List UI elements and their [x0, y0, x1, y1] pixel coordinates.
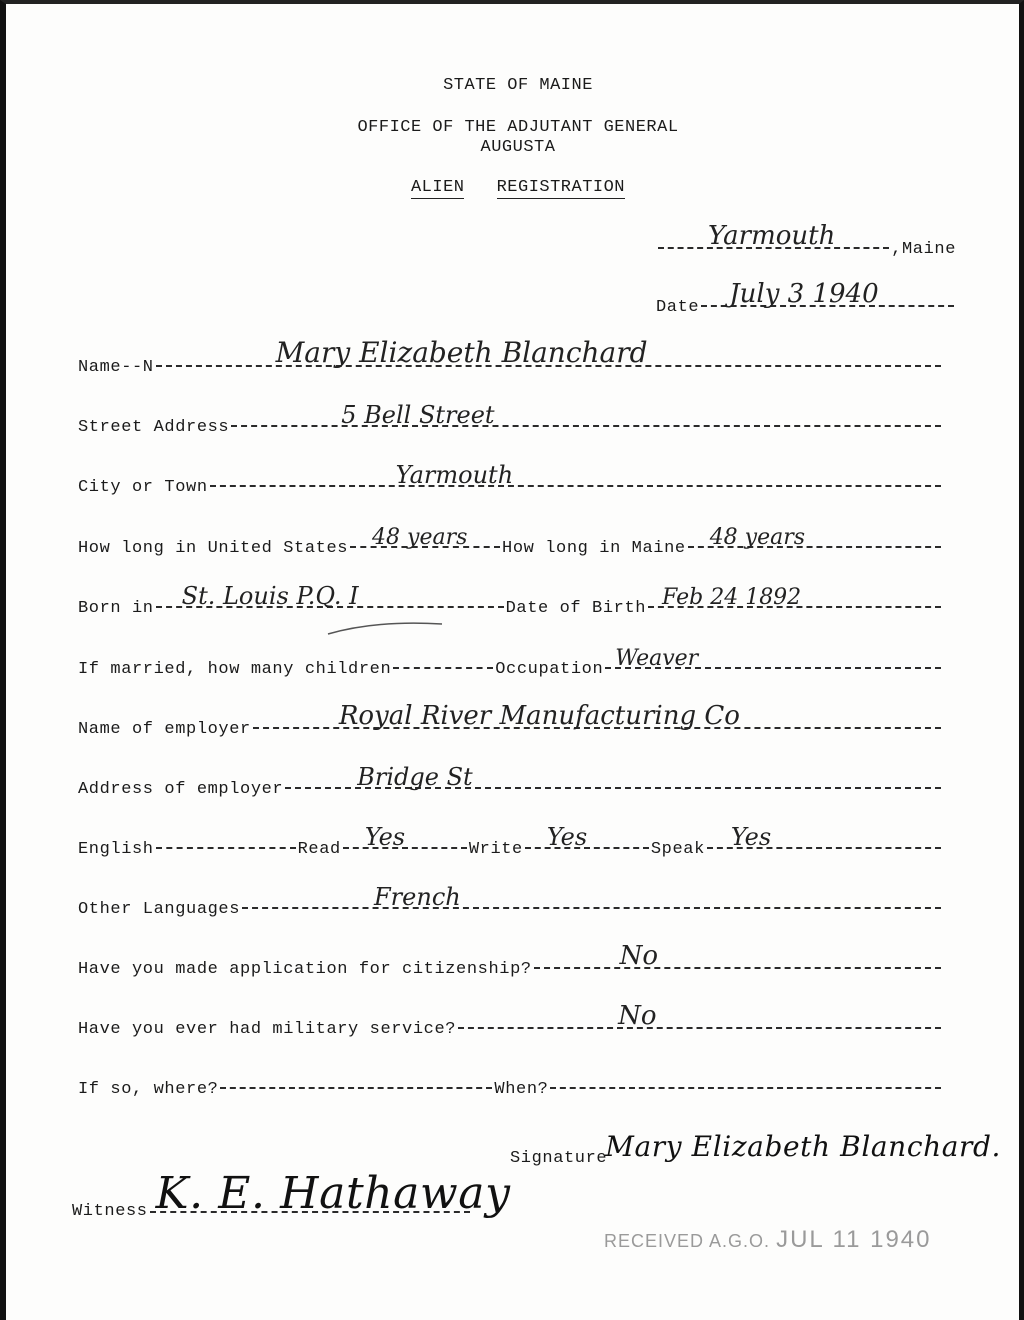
state-heading: STATE OF MAINE: [443, 76, 593, 95]
military-dash: [458, 1001, 941, 1031]
place-line: [656, 221, 956, 259]
speak-dash: [707, 823, 941, 851]
read-value: Yes: [364, 823, 406, 851]
received-stamp: [604, 1226, 932, 1254]
date-label: Date: [656, 298, 700, 317]
date-line: [656, 279, 956, 317]
read-label: Read: [297, 840, 341, 859]
employer-line: [78, 701, 943, 739]
city-heading: AUGUSTA: [480, 138, 556, 157]
date-dash: [701, 279, 954, 309]
born-in-dash: [156, 582, 504, 610]
where-label: If so, where?: [78, 1080, 219, 1099]
employer-address-label: Address of employer: [78, 780, 284, 799]
write-value: Yes: [546, 823, 588, 851]
pen-swoosh: [326, 618, 446, 638]
citizenship-value: No: [619, 941, 659, 971]
other-languages-dash: [242, 883, 941, 911]
read-dash: [343, 823, 467, 851]
dob-label: Date of Birth: [505, 599, 647, 618]
how-long-maine-value: 48 years: [709, 525, 806, 550]
write-dash: [525, 823, 649, 851]
witness-line: [72, 1168, 511, 1221]
street-dash: [231, 401, 941, 429]
birth-line: [78, 582, 943, 618]
english-label: English: [78, 840, 154, 859]
when-label: When?: [494, 1080, 549, 1099]
how-long-us-dash: [350, 525, 500, 550]
how-long-us-label: How long in United States: [78, 539, 349, 558]
name-dash: [156, 336, 941, 369]
witness-dash: [150, 1168, 511, 1219]
how-long-maine-dash: [688, 525, 941, 550]
name-line: [78, 336, 943, 377]
signature-line: [510, 1130, 1002, 1169]
signature-label: Signature: [510, 1149, 608, 1168]
english-dash: [156, 847, 296, 849]
when-dash: [550, 1087, 941, 1089]
speak-value: Yes: [730, 823, 772, 851]
citizenship-line: [78, 941, 943, 979]
citizenship-label: Have you made application for citizenship?: [78, 960, 532, 979]
street-label: Street Address: [78, 418, 230, 437]
signature-value: Mary Elizabeth Blanchard.: [605, 1130, 1002, 1163]
stamp-date: JUL 11 1940: [776, 1226, 932, 1253]
city-dash: [210, 461, 941, 489]
how-long-us-value: 48 years: [372, 525, 468, 550]
speak-label: Speak: [650, 840, 705, 859]
other-languages-line: [78, 883, 943, 919]
occupation-value: Weaver: [615, 646, 699, 671]
form-title-word-1: ALIEN: [410, 178, 465, 197]
other-languages-value: French: [374, 883, 461, 911]
write-label: Write: [468, 840, 523, 859]
english-line: [78, 823, 943, 859]
stamp-prefix: RECEIVED A.G.O.: [604, 1231, 771, 1251]
street-line: [78, 401, 943, 437]
witness-value: K. E. Hathaway: [155, 1168, 511, 1219]
how-long-line: [78, 525, 943, 558]
city-line: [78, 461, 943, 497]
employer-address-value: Bridge St: [357, 763, 473, 791]
date-value: July 3 1940: [729, 279, 879, 309]
where-when-line: [78, 1080, 943, 1099]
employer-address-line: [78, 763, 943, 799]
name-label: Name--N: [78, 358, 154, 377]
employer-dash: [253, 701, 941, 731]
name-value: Mary Elizabeth Blanchard: [275, 336, 648, 369]
children-dash: [393, 667, 493, 669]
city-value: Yarmouth: [395, 461, 514, 489]
military-value: No: [618, 1001, 657, 1031]
form-title-word-2: REGISTRATION: [496, 178, 626, 197]
city-label: City or Town: [78, 478, 208, 497]
where-dash: [220, 1087, 492, 1089]
employer-value: Royal River Manufacturing Co: [338, 701, 740, 731]
witness-label: Witness: [72, 1202, 148, 1221]
street-value: 5 Bell Street: [341, 401, 495, 429]
occupation-label: Occupation: [495, 660, 604, 679]
other-languages-label: Other Languages: [78, 900, 241, 919]
military-label: Have you ever had military service?: [78, 1020, 457, 1039]
place-suffix: ,Maine: [891, 240, 956, 259]
form-title: [6, 178, 1024, 197]
children-label: If married, how many children: [78, 660, 392, 679]
employer-address-dash: [285, 763, 941, 791]
how-long-maine-label: How long in Maine: [502, 539, 686, 558]
dob-dash: [648, 585, 941, 610]
born-in-value: St. Louis P.Q. I: [181, 582, 359, 610]
citizenship-dash: [534, 941, 941, 971]
employer-label: Name of employer: [78, 720, 251, 739]
born-in-label: Born in: [78, 599, 154, 618]
place-dash: [658, 221, 889, 251]
place-value: Yarmouth: [708, 221, 836, 251]
children-line: [78, 646, 943, 679]
occupation-dash: [605, 646, 941, 671]
military-line: [78, 1001, 943, 1039]
office-heading: OFFICE OF THE ADJUTANT GENERAL: [357, 118, 679, 137]
dob-value: Feb 24 1892: [662, 585, 802, 610]
